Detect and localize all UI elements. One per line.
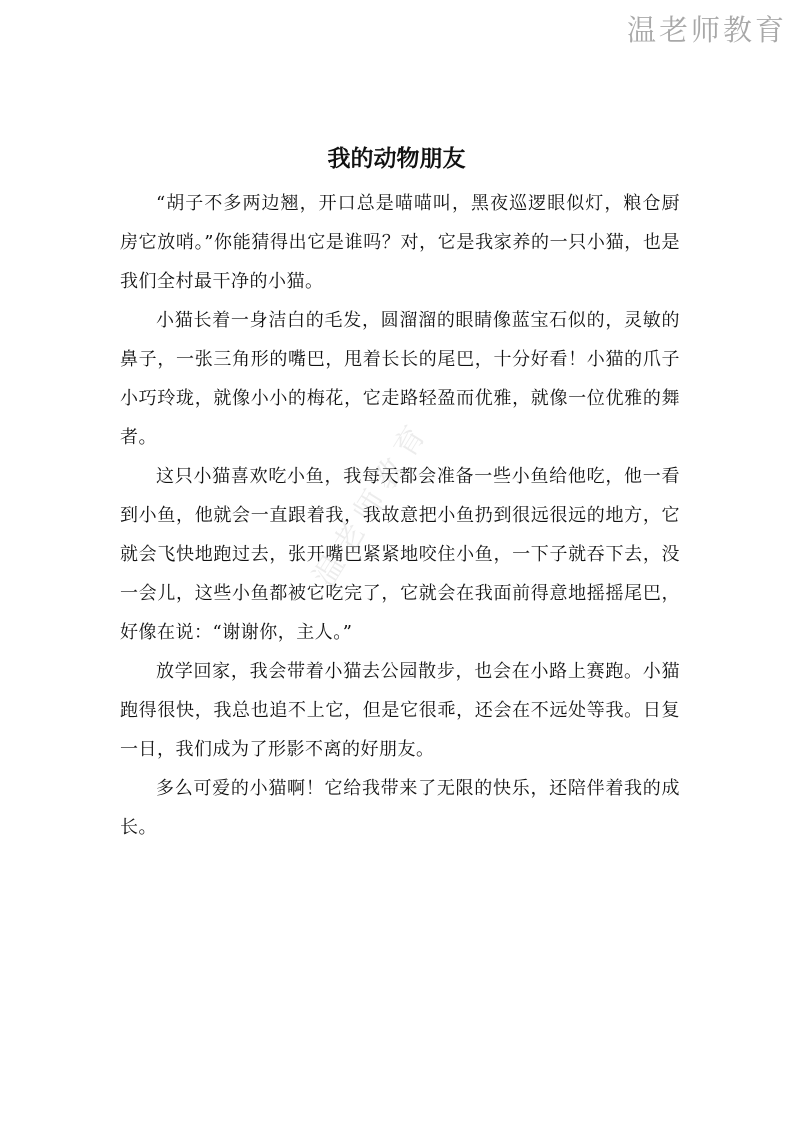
paragraph-conclusion: 多么可爱的小猫啊！它给我带来了无限的快乐，还陪伴着我的成长。: [120, 778, 680, 838]
paragraph-appearance: 小猫长着一身洁白的毛发，圆溜溜的眼睛像蓝宝石似的，灵敏的鼻子，一张三角形的嘴巴，甩着长长的尾巴，十分好看！小猫的爪子小巧玲珑，就像小小的梅花，它走路轻盈而优雅，就像一位优雅的舞者。: [120, 310, 680, 448]
article-body: [120, 184, 680, 847]
paragraph-riddle: “胡子不多两边翘，开口总是喵喵叫，黑夜巡逻眼似灯，粮仓厨房它放哨。”你能猜得出它是谁吗？对，它是我家养的一只小猫，也是我们全村最干净的小猫。: [120, 193, 680, 292]
paragraph-walking: 放学回家，我会带着小猫去公园散步，也会在小路上赛跑。小猫跑得很快，我总也追不上它，但是它很乖，还会在不远处等我。日复一日，我们成为了形影不离的好朋友。: [120, 661, 680, 760]
paragraph-eating-fish: 这只小猫喜欢吃小鱼，我每天都会准备一些小鱼给他吃，他一看到小鱼，他就会一直跟着我，我故意把小鱼扔到很远很远的地方，它就会飞快地跑过去，张开嘴巴紧紧地咬住小鱼，一下子就吞下去，没一会儿，这些小鱼都被它吃完了，它就会在我面前得意地摇摇尾巴，好像在说：“谢谢你，主人。”: [120, 466, 680, 643]
page-title: 我的动物朋友: [327, 146, 466, 172]
header-brand-logo: 温老师教育: [626, 13, 787, 47]
watermark-text: 温老师教育: [306, 413, 438, 593]
